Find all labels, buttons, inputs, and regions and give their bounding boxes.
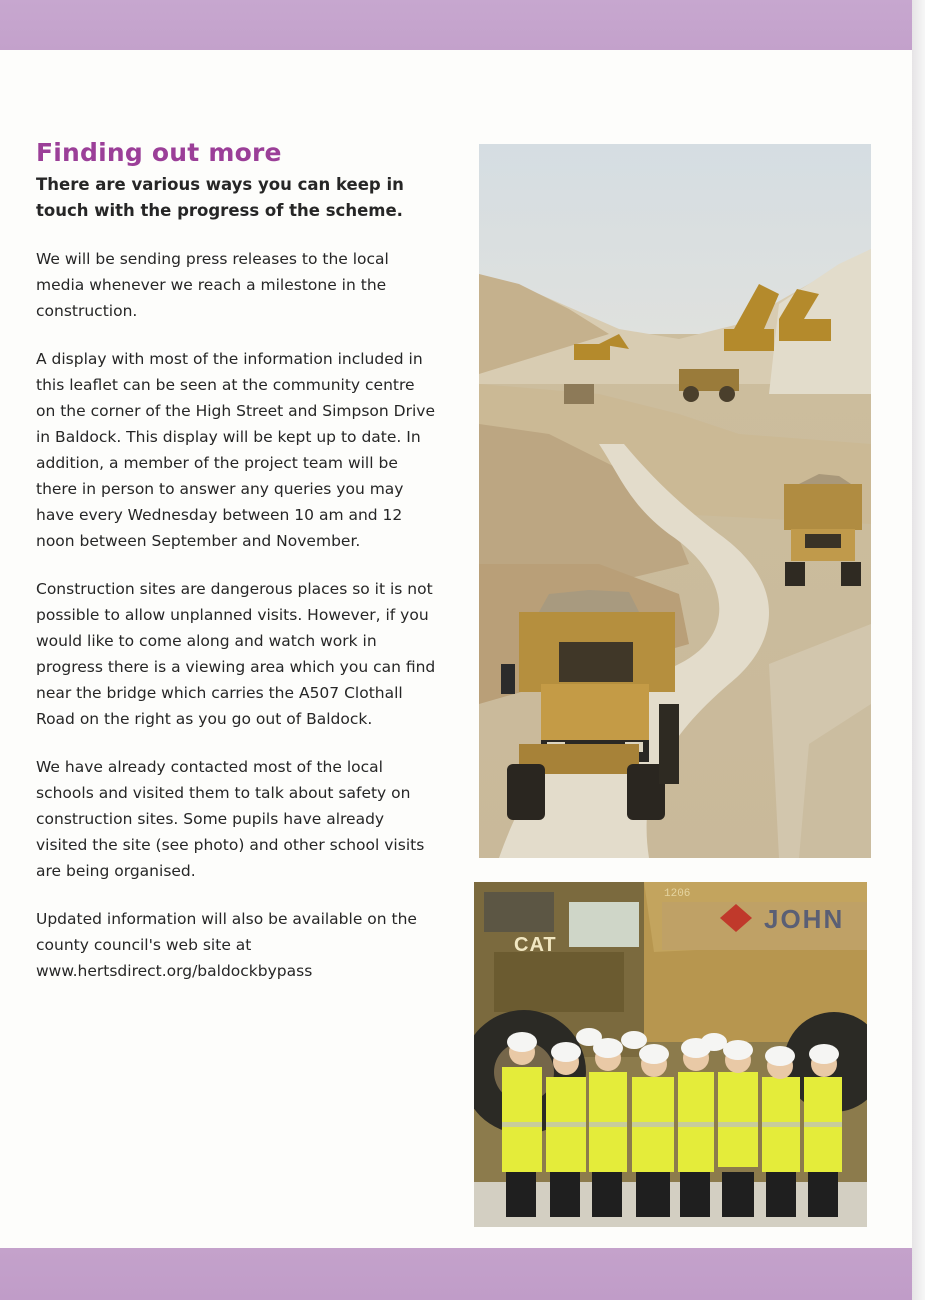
text-column	[36, 136, 436, 984]
paragraph-viewing-area: Construction sites are dangerous places so it is not possible to allow unplanned visits. However, if you would like to come along and watch work in progress there is a viewing area which you can find near the bridge which carries the A507 Clothall Road on the right as you go out of Baldock.	[36, 580, 436, 728]
paragraph-press-releases: We will be sending press releases to the local media whenever we reach a milestone in the construction.	[36, 250, 389, 320]
top-color-band	[0, 0, 918, 50]
paragraph-schools: We have already contacted most of the local schools and visited them to talk about safety on construction sites. Some pupils have already visited the site (see photo) and other school visits are being organised.	[36, 758, 425, 880]
cat-logo: CAT	[514, 934, 557, 956]
contractor-brand-text: JOHN	[764, 904, 845, 934]
page-heading: Finding out more	[36, 138, 282, 167]
construction-site-illustration	[479, 144, 871, 858]
paragraph-website: Updated information will also be available on the county council's web site at www.hertsdirect.org/baldockbypass	[36, 910, 417, 980]
construction-site-photo	[479, 144, 871, 858]
school-visit-photo	[474, 882, 867, 1227]
intro-text: There are various ways you can keep in touch with the progress of the scheme.	[36, 175, 404, 220]
fleet-number: 1206	[664, 888, 691, 900]
bottom-color-band	[0, 1248, 918, 1300]
paragraph-display: A display with most of the information included in this leaflet can be seen at the community centre on the corner of the High Street and Simpson Drive in Baldock. This display will be kept up to date. In addition, a member of the project team will be there in person to answer any queries you may have every Wednesday between 10 am and 12 noon between September and November.	[36, 350, 435, 550]
page-edge	[912, 0, 925, 1300]
